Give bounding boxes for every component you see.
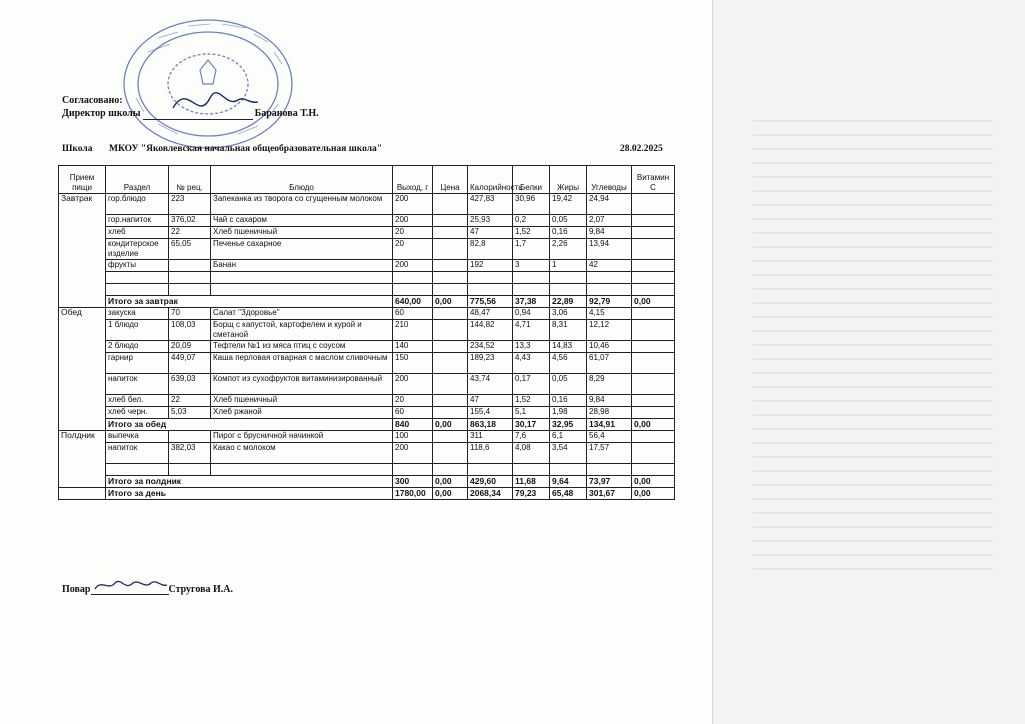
empty-cell [106,272,169,284]
meal-cell: Полдник [59,431,106,488]
output-cell: 150 [393,353,433,374]
calories-cell: 189,23 [468,353,513,374]
carbs-cell: 61,07 [587,353,632,374]
protein-cell: 4,08 [513,443,550,464]
empty-cell [468,272,513,284]
vitamin-c-cell [632,227,675,239]
header-cell: Калорийность [468,166,513,194]
fat-cell: 3,06 [550,308,587,320]
carbs-cell: 13,94 [587,239,632,260]
total-out: 840 [393,419,433,431]
empty-cell [433,272,468,284]
carbs-cell: 17,57 [587,443,632,464]
fat-cell: 3,54 [550,443,587,464]
section-cell: напиток [106,443,169,464]
carbs-cell: 9,84 [587,227,632,239]
vitamin-c-cell [632,374,675,395]
total-price: 0,00 [433,419,468,431]
menu-body [59,194,675,500]
total-out: 300 [393,476,433,488]
dish-cell: Салат "Здоровье" [211,308,393,320]
fat-cell: 1,98 [550,407,587,419]
vitamin-c-cell [632,239,675,260]
output-cell: 60 [393,407,433,419]
carbs-cell: 10,46 [587,341,632,353]
school-name: МКОУ "Яковлевская начальная общеобразовательная школа" [109,144,383,154]
day-total-carb: 301,67 [587,488,632,500]
protein-cell: 0,2 [513,215,550,227]
header-row [59,166,675,194]
day-total-spacer [59,488,106,500]
empty-cell [632,284,675,296]
vitamin-c-cell [632,407,675,419]
total-kcal: 775,56 [468,296,513,308]
director-line [62,107,319,120]
protein-cell: 4,43 [513,353,550,374]
section-cell: гор.блюдо [106,194,169,215]
header-cell: Выход, г [393,166,433,194]
output-cell: 210 [393,320,433,341]
section-cell: выпечка [106,431,169,443]
header-cell: № рец. [169,166,211,194]
empty-cell [211,272,393,284]
table-row [59,308,675,320]
output-cell: 20 [393,227,433,239]
recipe-number-cell: 20,09 [169,341,211,353]
carbs-cell: 42 [587,260,632,272]
protein-cell: 0,17 [513,374,550,395]
output-cell: 200 [393,443,433,464]
dish-cell: Печенье сахарное [211,239,393,260]
carbs-cell: 24,94 [587,194,632,215]
price-cell [433,227,468,239]
vitamin-c-cell [632,395,675,407]
carbs-cell: 8,29 [587,374,632,395]
price-cell [433,239,468,260]
protein-cell: 1,7 [513,239,550,260]
total-out: 640,00 [393,296,433,308]
total-row [59,476,675,488]
recipe-number-cell: 449,07 [169,353,211,374]
vitamin-c-cell [632,194,675,215]
recipe-number-cell [169,431,211,443]
section-cell: 1 блюдо [106,320,169,341]
dish-cell: Запеканка из творога со сгущенным молоком [211,194,393,215]
protein-cell: 1,52 [513,395,550,407]
calories-cell: 48,47 [468,308,513,320]
vitamin-c-cell [632,320,675,341]
dish-cell: Чай с сахаром [211,215,393,227]
vitamin-c-cell [632,260,675,272]
price-cell [433,374,468,395]
section-cell: хлеб черн. [106,407,169,419]
fat-cell: 1 [550,260,587,272]
protein-cell: 0,94 [513,308,550,320]
header-cell: Белки [513,166,550,194]
day-total-row [59,488,675,500]
calories-cell: 311 [468,431,513,443]
section-cell: кондитерское изделие [106,239,169,260]
cook-signature [91,580,169,595]
day-total-fat: 65,48 [550,488,587,500]
carbs-cell: 9,84 [587,395,632,407]
empty-cell [632,272,675,284]
empty-cell [211,464,393,476]
total-label: Итого за полдник [106,476,393,488]
total-prot: 37,38 [513,296,550,308]
fat-cell: 14,83 [550,341,587,353]
total-vit: 0,00 [632,419,675,431]
price-cell [433,215,468,227]
director-name: Баранова Т.Н. [254,108,319,119]
price-cell [433,443,468,464]
fat-cell: 4,56 [550,353,587,374]
empty-cell [550,464,587,476]
calories-cell: 25,93 [468,215,513,227]
recipe-number-cell: 70 [169,308,211,320]
total-price: 0,00 [433,476,468,488]
section-cell: гор.напиток [106,215,169,227]
empty-cell [169,272,211,284]
menu-date: 28.02.2025 [620,144,663,154]
day-total-price: 0,00 [433,488,468,500]
bleed-through-text [753,120,993,580]
cook-signature-scribble [91,577,169,593]
empty-cell [513,272,550,284]
table-row [59,320,675,341]
vitamin-c-cell [632,443,675,464]
table-row [59,215,675,227]
total-row [59,296,675,308]
adjacent-page-edge [712,0,1025,724]
price-cell [433,407,468,419]
day-total-prot: 79,23 [513,488,550,500]
calories-cell: 144,82 [468,320,513,341]
carbs-cell: 12,12 [587,320,632,341]
empty-cell [433,464,468,476]
empty-cell [433,284,468,296]
dish-cell: Какао с молоком [211,443,393,464]
table-row [59,407,675,419]
vitamin-c-cell [632,215,675,227]
day-total-kcal: 2068,34 [468,488,513,500]
fat-cell: 0,16 [550,395,587,407]
cook-block [62,580,233,595]
empty-cell [106,284,169,296]
calories-cell: 427,83 [468,194,513,215]
recipe-number-cell [169,260,211,272]
fat-cell: 0,05 [550,374,587,395]
empty-cell [513,464,550,476]
total-vit: 0,00 [632,476,675,488]
output-cell: 200 [393,215,433,227]
header-cell: Прием пищи [59,166,106,194]
header-cell: Блюдо [211,166,393,194]
dish-cell: Банан [211,260,393,272]
section-cell: закуска [106,308,169,320]
total-prot: 11,68 [513,476,550,488]
header-cell: Углеводы [587,166,632,194]
dish-cell: Компот из сухофруктов витаминизированный [211,374,393,395]
output-cell: 140 [393,341,433,353]
menu-table [58,165,675,500]
calories-cell: 192 [468,260,513,272]
section-cell: хлеб [106,227,169,239]
total-vit: 0,00 [632,296,675,308]
total-prot: 30,17 [513,419,550,431]
table-row [59,431,675,443]
empty-cell [468,464,513,476]
table-row [59,443,675,464]
dish-cell: Хлеб пшеничный [211,395,393,407]
price-cell [433,431,468,443]
protein-cell: 13,3 [513,341,550,353]
section-cell: фрукты [106,260,169,272]
empty-cell [513,284,550,296]
empty-cell [587,272,632,284]
vitamin-c-cell [632,341,675,353]
calories-cell: 234,52 [468,341,513,353]
day-total-out: 1780,00 [393,488,433,500]
carbs-cell: 2,07 [587,215,632,227]
approval-block [62,94,319,120]
protein-cell: 5,1 [513,407,550,419]
output-cell: 20 [393,395,433,407]
table-row [59,194,675,215]
empty-row [59,272,675,284]
price-cell [433,353,468,374]
fat-cell: 19,42 [550,194,587,215]
empty-cell [550,284,587,296]
output-cell: 200 [393,194,433,215]
approval-label: Согласовано: [62,95,123,106]
recipe-number-cell: 65,05 [169,239,211,260]
recipe-number-cell: 22 [169,227,211,239]
empty-cell [169,284,211,296]
dish-cell: Хлеб пшеничный [211,227,393,239]
empty-cell [393,272,433,284]
table-row [59,374,675,395]
total-kcal: 429,60 [468,476,513,488]
fat-cell: 0,05 [550,215,587,227]
total-price: 0,00 [433,296,468,308]
section-cell: напиток [106,374,169,395]
total-carb: 73,97 [587,476,632,488]
price-cell [433,308,468,320]
vitamin-c-cell [632,431,675,443]
dish-cell: Пирог с брусничной начинкой [211,431,393,443]
director-title: Директор школы [62,108,141,119]
empty-cell [550,272,587,284]
empty-cell [211,284,393,296]
protein-cell: 30,96 [513,194,550,215]
output-cell: 20 [393,239,433,260]
protein-cell: 3 [513,260,550,272]
empty-cell [393,464,433,476]
total-carb: 134,91 [587,419,632,431]
official-stamp [118,12,298,152]
empty-cell [587,464,632,476]
price-cell [433,260,468,272]
price-cell [433,194,468,215]
section-cell: 2 блюдо [106,341,169,353]
section-cell: хлеб бел. [106,395,169,407]
section-cell: гарнир [106,353,169,374]
table-row [59,260,675,272]
day-total-vit: 0,00 [632,488,675,500]
output-cell: 100 [393,431,433,443]
recipe-number-cell: 639,03 [169,374,211,395]
empty-cell [169,464,211,476]
dish-cell: Тефтели №1 из мяса птиц с соусом [211,341,393,353]
fat-cell: 6,1 [550,431,587,443]
calories-cell: 118,6 [468,443,513,464]
recipe-number-cell: 108,03 [169,320,211,341]
header-cell: Раздел [106,166,169,194]
table-row [59,227,675,239]
dish-cell: Борщ с капустой, картофелем и курой и сметаной [211,320,393,341]
total-fat: 9,64 [550,476,587,488]
empty-row [59,284,675,296]
day-total-label: Итого за день [106,488,393,500]
protein-cell: 1,52 [513,227,550,239]
vitamin-c-cell [632,308,675,320]
dish-cell: Хлеб ржаной [211,407,393,419]
recipe-number-cell: 22 [169,395,211,407]
price-cell [433,395,468,407]
protein-cell: 4,71 [513,320,550,341]
meal-cell: Завтрак [59,194,106,308]
total-label: Итого за обед [106,419,393,431]
price-cell [433,320,468,341]
carbs-cell: 28,98 [587,407,632,419]
total-label: Итого за завтрак [106,296,393,308]
price-cell [433,341,468,353]
protein-cell: 7,6 [513,431,550,443]
dish-cell: Каша перловая отварная с маслом сливочным [211,353,393,374]
recipe-number-cell: 223 [169,194,211,215]
carbs-cell: 56,4 [587,431,632,443]
empty-cell [393,284,433,296]
fat-cell: 0,16 [550,227,587,239]
empty-cell [587,284,632,296]
total-row [59,419,675,431]
header-cell: Цена [433,166,468,194]
header-cell: Жиры [550,166,587,194]
total-kcal: 863,18 [468,419,513,431]
vitamin-c-cell [632,353,675,374]
output-cell: 200 [393,260,433,272]
carbs-cell: 4,15 [587,308,632,320]
total-fat: 22,89 [550,296,587,308]
calories-cell: 47 [468,395,513,407]
empty-cell [468,284,513,296]
table-row [59,353,675,374]
cook-title: Повар [62,584,91,595]
recipe-number-cell: 376,02 [169,215,211,227]
total-fat: 32,95 [550,419,587,431]
calories-cell: 47 [468,227,513,239]
director-signature-line [143,119,253,120]
fat-cell: 8,31 [550,320,587,341]
recipe-number-cell: 382,03 [169,443,211,464]
calories-cell: 155,4 [468,407,513,419]
table-row [59,239,675,260]
header-cell: Витамин С [632,166,675,194]
cook-name: Стругова И.А. [168,584,233,595]
empty-cell [106,464,169,476]
fat-cell: 2,26 [550,239,587,260]
calories-cell: 43,74 [468,374,513,395]
meal-cell: Обед [59,308,106,431]
empty-cell [632,464,675,476]
table-row [59,341,675,353]
total-carb: 92,79 [587,296,632,308]
empty-row [59,464,675,476]
output-cell: 60 [393,308,433,320]
table-row [59,395,675,407]
recipe-number-cell: 5,03 [169,407,211,419]
school-label: Школа [62,144,93,154]
calories-cell: 82,8 [468,239,513,260]
output-cell: 200 [393,374,433,395]
